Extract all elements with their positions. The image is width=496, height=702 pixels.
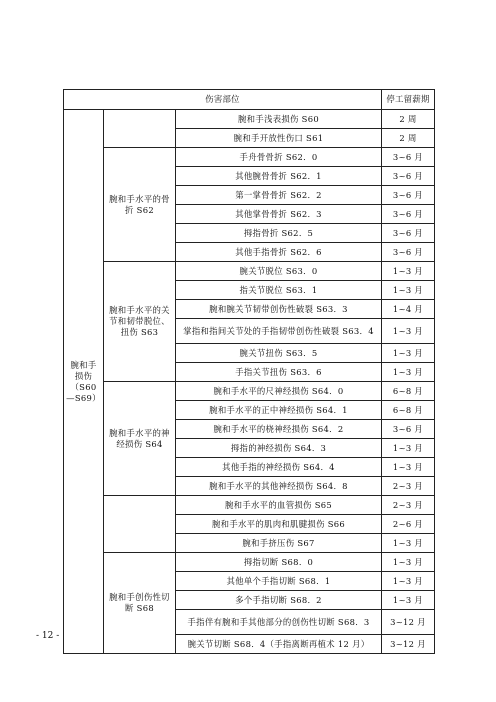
injury-period: 3~6 月 <box>382 205 435 224</box>
injury-name: 腕和手开放性伤口 S61 <box>176 129 382 148</box>
subgroup-label: 腕和手水平的神经损伤 S64 <box>104 382 176 496</box>
page-number: - 12 - <box>36 631 60 641</box>
injury-period: 2~6 月 <box>382 515 435 534</box>
table-row <box>64 148 435 167</box>
injury-period: 1~3 月 <box>382 281 435 300</box>
injury-name: 手指伴有腕和手其他部分的创伤性切断 S68．3 <box>176 610 382 635</box>
injury-name: 腕和手浅表损伤 S60 <box>176 110 382 129</box>
subgroup-label: 腕和手水平的关节和韧带脱位、扭伤 S63 <box>104 262 176 382</box>
injury-name: 腕和手水平的正中神经损伤 S64．1 <box>176 401 382 420</box>
injury-name: 腕关节扭伤 S63．5 <box>176 344 382 363</box>
injury-name: 腕和手水平的尺神经损伤 S64．0 <box>176 382 382 401</box>
injury-name: 腕和手水平的其他神经损伤 S64．8 <box>176 477 382 496</box>
injury-period: 1~4 月 <box>382 300 435 319</box>
injury-period: 2~3 月 <box>382 477 435 496</box>
injury-period: 1~3 月 <box>382 553 435 572</box>
group-label-cell <box>64 110 104 654</box>
injury-period: 1~3 月 <box>382 319 435 344</box>
injury-name: 腕和手水平的血管损伤 S65 <box>176 496 382 515</box>
group-label-line: 腕和手 <box>70 359 97 370</box>
injury-name: 多个手指切断 S68．2 <box>176 591 382 610</box>
table-row <box>64 110 435 129</box>
injury-period: 3~6 月 <box>382 243 435 262</box>
injury-name: 腕和腕关节韧带创伤性破裂 S63．3 <box>176 300 382 319</box>
injury-name: 手指关节扭伤 S63．6 <box>176 363 382 382</box>
group-label-line: 损伤 <box>74 370 93 381</box>
injury-name: 腕关节脱位 S63．0 <box>176 262 382 281</box>
injury-name: 第一掌骨骨折 S62．2 <box>176 186 382 205</box>
table-row <box>64 553 435 572</box>
injury-period: 2 周 <box>382 110 435 129</box>
injury-table <box>63 89 435 654</box>
header-part: 伤害部位 <box>64 90 382 110</box>
injury-period: 3~6 月 <box>382 420 435 439</box>
injury-period: 2~3 月 <box>382 496 435 515</box>
injury-name: 其他手指的神经损伤 S64．4 <box>176 458 382 477</box>
injury-period: 3~12 月 <box>382 610 435 635</box>
injury-period: 1~3 月 <box>382 572 435 591</box>
injury-period: 3~6 月 <box>382 167 435 186</box>
injury-name: 腕和手挤压伤 S67 <box>176 534 382 553</box>
injury-name: 拇指切断 S68．0 <box>176 553 382 572</box>
injury-name: 腕和手水平的肌肉和肌腱损伤 S66 <box>176 515 382 534</box>
injury-name: 其他单个手指切断 S68．1 <box>176 572 382 591</box>
injury-name: 其他手指骨折 S62．6 <box>176 243 382 262</box>
injury-period: 6~8 月 <box>382 401 435 420</box>
header-row <box>64 90 435 110</box>
empty-cell <box>104 110 176 148</box>
injury-name: 拇指骨折 S62．5 <box>176 224 382 243</box>
subgroup-label: 腕和手创伤性切断 S68 <box>104 553 176 654</box>
injury-period: 3~12 月 <box>382 635 435 654</box>
header-period: 停工留薪期 <box>382 90 435 110</box>
table-row <box>64 262 435 281</box>
injury-period: 1~3 月 <box>382 262 435 281</box>
group-label-line: （S60 <box>70 381 97 392</box>
injury-period: 3~6 月 <box>382 186 435 205</box>
subgroup-label: 腕和手水平的骨折 S62 <box>104 148 176 262</box>
injury-period: 2 周 <box>382 129 435 148</box>
injury-period: 6~8 月 <box>382 382 435 401</box>
injury-period: 1~3 月 <box>382 439 435 458</box>
injury-name: 手舟骨骨折 S62．0 <box>176 148 382 167</box>
injury-period: 1~3 月 <box>382 363 435 382</box>
injury-name: 腕关节切断 S68．4（手指离断再植术 12 月） <box>176 635 382 654</box>
injury-name: 拇指的神经损伤 S64．3 <box>176 439 382 458</box>
group-label-line: —S69） <box>66 392 101 403</box>
table-row <box>64 496 435 515</box>
injury-name: 腕和手水平的桡神经损伤 S64．2 <box>176 420 382 439</box>
empty-cell <box>104 496 176 553</box>
injury-name: 掌指和指间关节处的手指韧带创伤性破裂 S63．4 <box>176 319 382 344</box>
injury-period: 1~3 月 <box>382 591 435 610</box>
injury-period: 1~3 月 <box>382 458 435 477</box>
injury-period: 1~3 月 <box>382 344 435 363</box>
injury-period: 3~6 月 <box>382 224 435 243</box>
injury-period: 3~6 月 <box>382 148 435 167</box>
injury-period: 1~3 月 <box>382 534 435 553</box>
injury-name: 其他腕骨骨折 S62．1 <box>176 167 382 186</box>
injury-name: 指关节脱位 S63．1 <box>176 281 382 300</box>
table-row <box>64 382 435 401</box>
injury-name: 其他掌骨骨折 S62．3 <box>176 205 382 224</box>
